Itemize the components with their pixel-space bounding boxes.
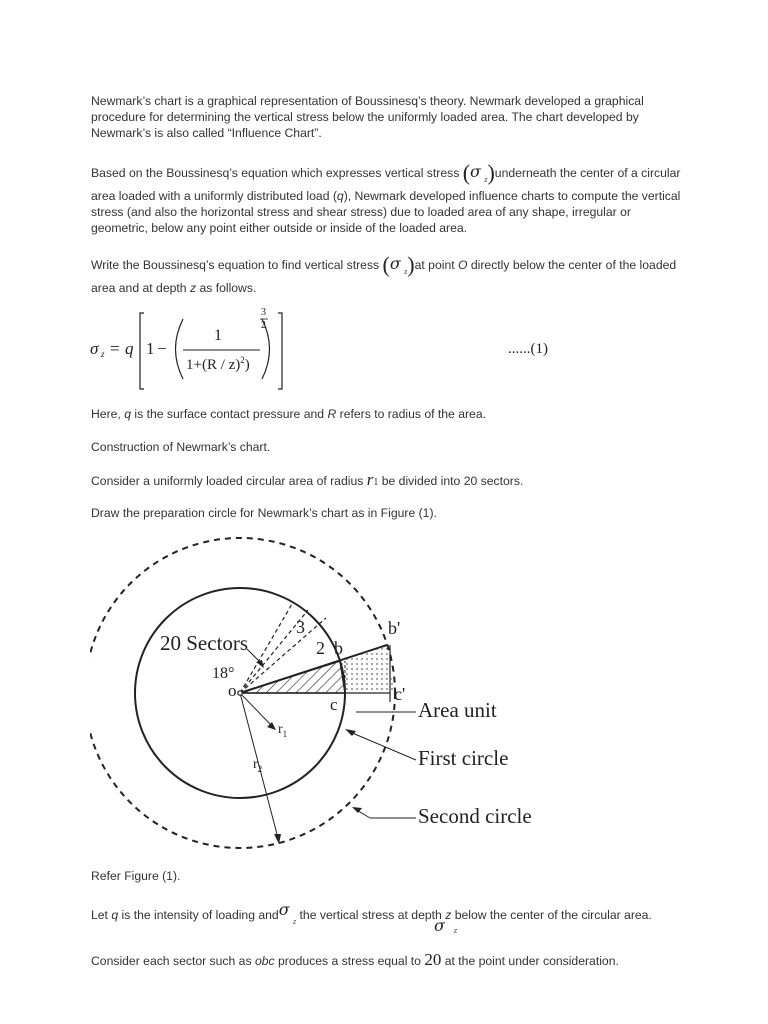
label-b-prime: b' xyxy=(388,618,401,638)
label-c-prime: c' xyxy=(394,684,406,704)
z-subscript: z xyxy=(293,917,297,926)
q-symbol: q xyxy=(124,407,131,421)
equation-1 xyxy=(88,307,568,395)
z-symbol: z xyxy=(445,908,452,922)
label-r2: $r_2$ xyxy=(253,757,263,774)
eq-exp-den: 2 xyxy=(261,320,266,331)
p10-text-c: at the point under consideration. xyxy=(444,954,619,968)
label-sector-3: 3 xyxy=(296,617,305,637)
p2-text-c: ), Newmark developed influence charts to compute the vertical stress (and also the horizontal stress and shear stress) due to loaded area of any shape, irregular or geometric, below any point either outside or inside of the loaded area. xyxy=(91,189,681,235)
sigma-symbol: σ xyxy=(389,254,401,273)
p2-text-b: underneath the center of a circular area loaded with a uniformly distributed load ( xyxy=(91,166,681,203)
z-subscript: z xyxy=(404,267,408,276)
p3-text-d: as follows. xyxy=(199,281,257,295)
r1-symbol: r1 xyxy=(366,470,379,489)
p2-text-a: Based on the Boussinesq’s equation which expresses vertical stress xyxy=(91,166,460,180)
eq-lhs-sub: z xyxy=(101,349,105,359)
sigma-symbol: σ xyxy=(278,900,290,919)
paragraph-consider-circle xyxy=(91,472,691,491)
label-c: c xyxy=(330,695,338,714)
label-18-degrees: 18° xyxy=(212,665,235,682)
fraction-denominator-20: 20 xyxy=(424,950,442,969)
p9-text-a: Let xyxy=(91,908,108,922)
fraction-sigma-over-20-numerator: σ z xyxy=(434,916,458,935)
q-symbol: q xyxy=(336,189,344,203)
eq-numerator: 1 xyxy=(214,327,222,344)
z-subscript: z xyxy=(484,175,488,184)
paragraph-here xyxy=(91,406,691,422)
eq-exp-num: 3 xyxy=(261,307,266,318)
paragraph-draw-circle: Draw the preparation circle for Newmark’s chart as in Figure (1). xyxy=(91,506,437,520)
paragraph-construction: Construction of Newmark’s chart. xyxy=(91,440,271,454)
sigma-symbol: σ xyxy=(470,162,481,181)
obc-label: obc xyxy=(254,954,275,968)
p9-text-b: is the intensity of loading and xyxy=(121,908,279,922)
p10-text-a: Consider each sector such as xyxy=(91,954,252,968)
paragraph-boussinesq: Based on the Boussinesq’s equation which expresses vertical stress (σ $_z$)underneath the center of a circular area loaded with a uniformly distributed load (q), Newmark developed influence charts to compute the vertical stress (and also the horizontal stress and shear stress) due to loaded area of any shape, irregular or geometric, below any point either outside or inside of the loaded area. xyxy=(91,160,681,235)
figure-newmark-preparation xyxy=(90,532,550,858)
q-symbol: q xyxy=(111,908,119,922)
p4-text-b: is the surface contact pressure and xyxy=(134,407,325,421)
eq-equals: = xyxy=(110,339,120,358)
label-b: b xyxy=(334,638,343,658)
point-o: O xyxy=(458,258,468,272)
p6-text-b: be divided into 20 sectors. xyxy=(381,474,524,488)
paragraph-each-sector xyxy=(91,952,711,969)
label-20-sectors: 20 Sectors xyxy=(160,631,249,655)
eq-q: q xyxy=(125,339,134,358)
p9-text-c: the vertical stress at depth xyxy=(299,908,442,922)
z-symbol: z xyxy=(189,281,197,295)
eq-denominator: 1+(R / z)$^2$) xyxy=(186,355,250,373)
label-second-circle: Second circle xyxy=(418,804,532,828)
paragraph-let-q xyxy=(91,902,691,930)
paragraph-write-equation: Write the Boussinesq’s equation to find vertical stress (σ $_z$)at point O directly below the center of the loaded area and at depth z as follows. xyxy=(91,252,677,295)
p10-text-b: produces a stress equal to xyxy=(278,954,421,968)
eq-minus: − xyxy=(157,339,167,358)
label-o: o xyxy=(228,681,237,700)
p4-text-a: Here, xyxy=(91,407,121,421)
p9-text-d: below the center of the circular area. xyxy=(454,908,652,922)
paragraph-refer-figure: Refer Figure (1). xyxy=(91,869,181,883)
label-area-unit: Area unit xyxy=(418,698,497,722)
p4-text-c: refers to radius of the area. xyxy=(339,407,486,421)
p6-text-a: Consider a uniformly loaded circular area of radius xyxy=(91,474,364,488)
p3-text-a: Write the Boussinesq’s equation to find vertical stress xyxy=(91,258,380,272)
eq-number: ......(1) xyxy=(508,341,548,357)
paragraph-intro: Newmark’s chart is a graphical representation of Boussinesq’s theory. Newmark developed a graphical procedure for determining the vertical stress below the uniformly loaded area. The chart developed by Newmark’s is also called “Influence Chart”. xyxy=(91,94,644,140)
label-first-circle: First circle xyxy=(418,746,509,770)
r-symbol: R xyxy=(327,407,337,421)
p3-text-c: directly below the center of the loaded area and at depth xyxy=(91,258,677,295)
label-r1: $r_1$ xyxy=(278,722,288,739)
eq-one: 1 xyxy=(146,339,155,358)
label-sector-2: 2 xyxy=(316,638,325,658)
eq-lhs: σ xyxy=(90,339,99,358)
p3-text-b: at point xyxy=(414,258,455,272)
